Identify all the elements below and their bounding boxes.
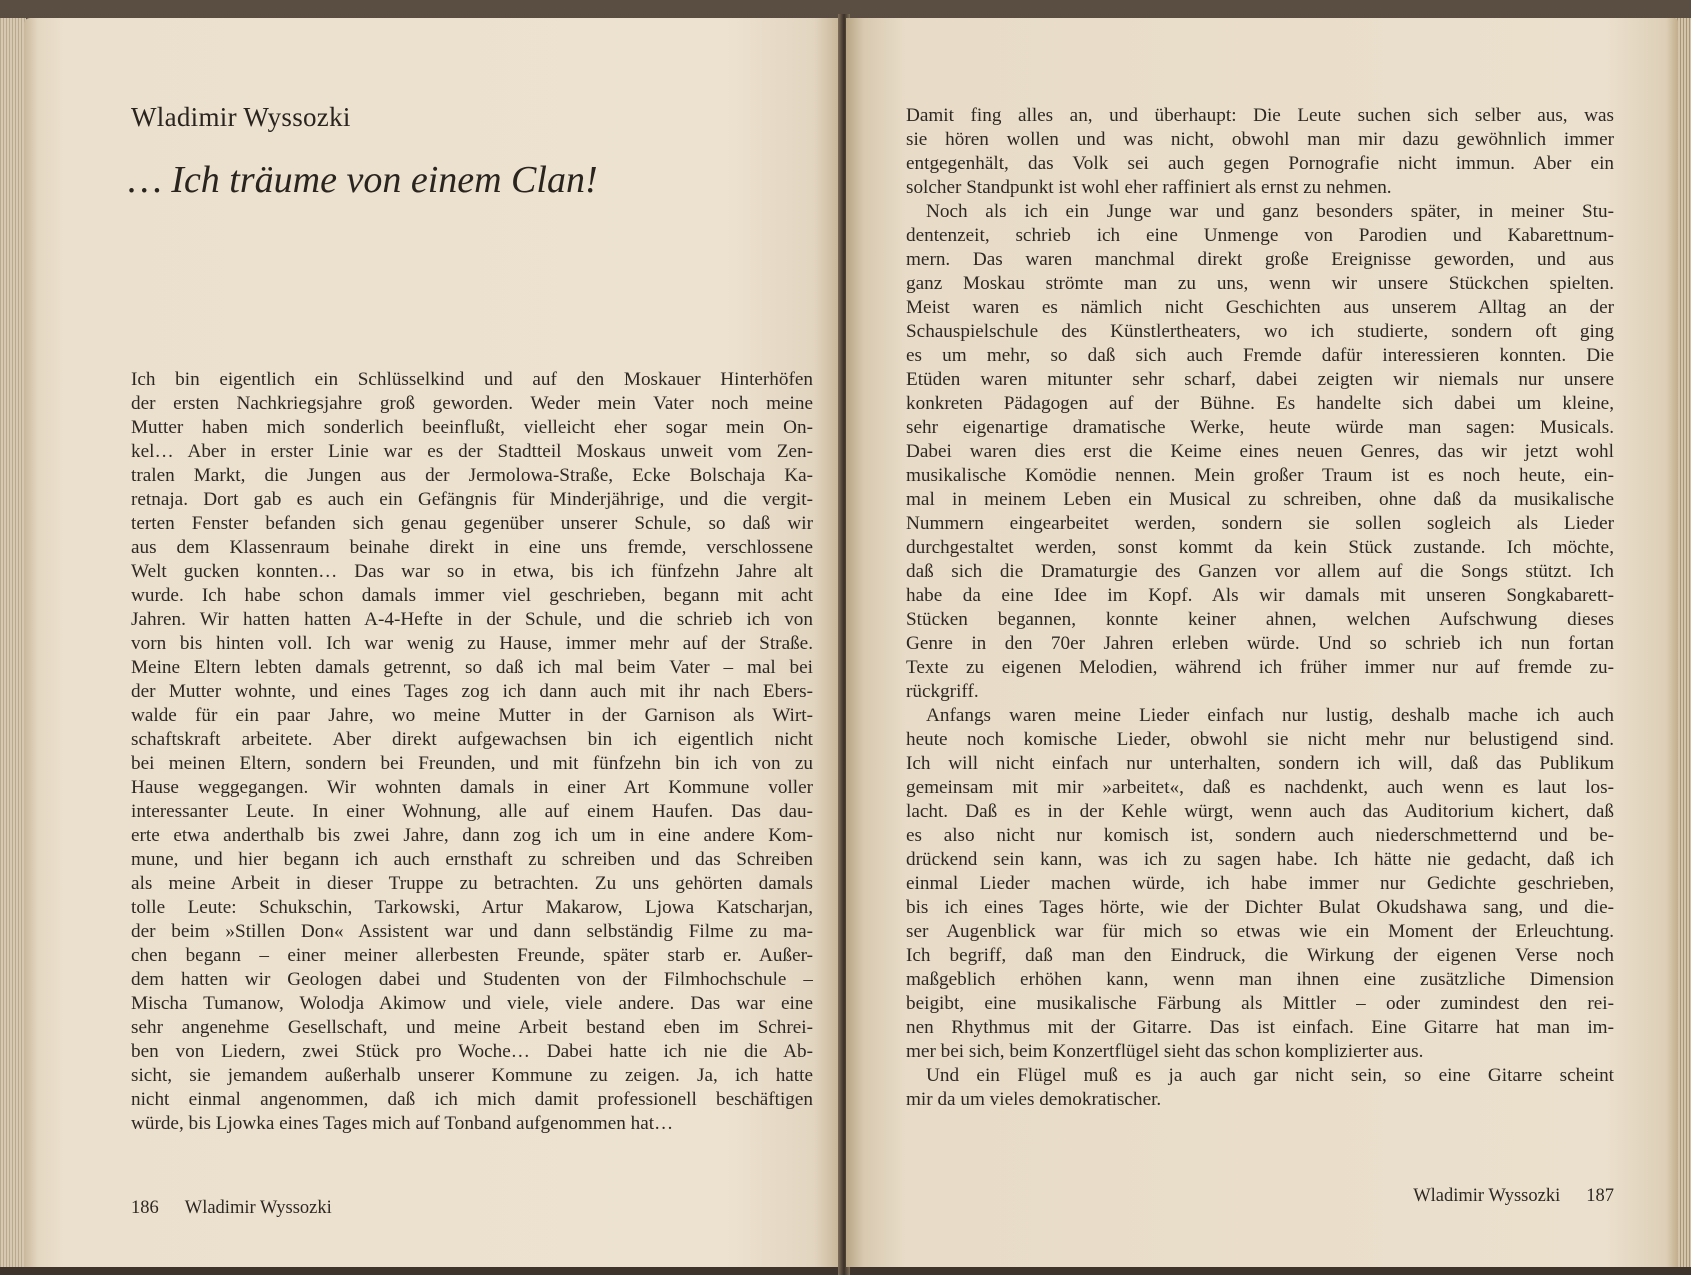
right-footer [1413, 1186, 1614, 1207]
text-line: mal in meinem Leben ein Musical zu schreiben, ohne daß da musikalische [906, 489, 1614, 510]
text-line: sie hören wollen und was nicht, obwohl man mir dazu gewöhnlich immer [906, 129, 1614, 150]
page-edges-left [0, 18, 26, 1267]
text-line: Anfangs waren meine Lieder einfach nur lustig, deshalb mache ich auch [926, 705, 1614, 726]
text-line: es also nicht nur komisch ist, sondern auch niederschmetternd und be- [906, 825, 1614, 846]
text-line: Schauspielschule des Künstlertheaters, wo ich studierte, sondern oft ging [906, 321, 1614, 342]
page-number-left: 186 [131, 1198, 159, 1218]
text-line: drückend sein kann, was ich zu sagen habe. Ich hätte nie gedacht, daß ich [906, 849, 1614, 870]
text-line: der Mutter wohnte, und eines Tages zog ich dann auch mit ihr nach Ebers- [131, 681, 813, 702]
text-line: Dabei waren dies erst die Keime eines neuen Genres, das wir jetzt wohl [906, 441, 1614, 462]
text-line: Genre in den 70er Jahren erleben würde. Und so schrieb ich nun fortan [906, 633, 1614, 654]
text-line: würde, bis Ljowka eines Tages mich auf Tonband aufgenommen hat… [131, 1113, 674, 1134]
text-line: Meine Eltern lebten damals getrennt, so daß ich mal beim Vater – mal bei [131, 657, 813, 678]
text-line: terten Fenster befanden sich genau gegenüber unserer Schule, so daß wir [131, 513, 813, 534]
text-line: sehr eigenartige dramatische Werke, heute würde man sagen: Musicals. [906, 417, 1614, 438]
text-line: erte etwa anderthalb bis zwei Jahre, dann zog ich um in eine andere Kom- [131, 825, 813, 846]
text-line: dentenzeit, schrieb ich eine Unmenge von Parodien und Kabarettnum- [906, 225, 1614, 246]
left-body-text [131, 368, 813, 1136]
text-line: sicht, sie jemandem außerhalb unserer Kommune zu zeigen. Ja, ich hatte [131, 1065, 813, 1086]
text-line: schaftskraft arbeitete. Aber direkt aufgewachsen bin ich eigentlich nicht [131, 729, 813, 750]
text-line: kel… Aber in erster Linie war es der Stadtteil Moskaus unweit vom Zen- [131, 441, 813, 462]
text-line: durchgestaltet werden, sonst kommt da kein Stück zustande. Ich möchte, [906, 537, 1614, 558]
running-head-left: Wladimir Wyssozki [184, 1198, 332, 1218]
page-number-right: 187 [1586, 1186, 1614, 1206]
text-line: Etüden waren mitunter sehr scharf, dabei zeigten wir niemals nur unsere [906, 369, 1614, 390]
text-line: Jahren. Wir hatten hatten A-4-Hefte in der Schule, und die schrieb ich von [131, 609, 813, 630]
text-line: aus dem Klassenraum beinahe direkt in eine uns fremde, verschlossene [131, 537, 813, 558]
text-line: Noch als ich ein Junge war und ganz besonders später, in meiner Stu- [926, 201, 1614, 222]
text-line: tolle Leute: Schukschin, Tarkowski, Artur Makarow, Ljowa Katscharjan, [131, 897, 813, 918]
text-line: als meine Arbeit in dieser Truppe zu betrachten. Zu uns gehörten damals [131, 873, 813, 894]
text-line: entgegenhält, das Volk sei auch gegen Pornografie nicht immun. Aber ein [906, 153, 1614, 174]
chapter-title: … Ich träume von einem Clan! [128, 159, 598, 201]
text-line: Hause weggegangen. Wir wohnten damals in einer Art Kommune voller [131, 777, 813, 798]
text-line: mern. Das waren manchmal direkt große Ereignisse geworden, und aus [906, 249, 1614, 270]
text-line: rückgriff. [906, 681, 979, 702]
text-line: interessanter Leute. In einer Wohnung, alle auf einem Haufen. Das dau- [131, 801, 813, 822]
text-line: Mischa Tumanow, Wolodja Akimow und viele, viele andere. Das war eine [131, 993, 813, 1014]
running-head-right: Wladimir Wyssozki [1413, 1186, 1561, 1206]
text-line: der beim »Stillen Don« Assistent war und dann selbständig Filme zu ma- [131, 921, 813, 942]
text-line: heute noch komische Lieder, obwohl sie nicht mehr nur belustigend sind. [906, 729, 1614, 750]
text-line: ganz Moskau strömte man zu uns, wenn wir unsere Stückchen spielten. [906, 273, 1614, 294]
text-line: mune, und hier begann ich auch ernsthaft zu schreiben und das Schreiben [131, 849, 813, 870]
text-line: Ich bin eigentlich ein Schlüsselkind und auf den Moskauer Hinterhöfen [131, 369, 813, 390]
text-line: bei meinen Eltern, sondern bei Freunden, und mit fünfzehn bin ich von zu [131, 753, 813, 774]
right-page [846, 18, 1678, 1267]
text-line: einmal Lieder machen würde, ich habe immer nur Gedichte geschrieben, [906, 873, 1614, 894]
text-line: Und ein Flügel muß es ja auch gar nicht sein, so eine Gitarre scheint [926, 1065, 1614, 1086]
text-line: daß sich die Dramaturgie des Ganzen vor allem auf die Songs stützt. Ich [906, 561, 1614, 582]
text-line: mer bei sich, beim Konzertflügel sieht das schon komplizierter aus. [906, 1041, 1424, 1062]
text-line: Texte zu eigenen Melodien, während ich früher immer nur auf fremde zu- [906, 657, 1614, 678]
text-line: sehr angenehme Gesellschaft, und meine Arbeit bestand eben im Schrei- [131, 1017, 813, 1038]
text-line: Meist waren es nämlich nicht Geschichten aus unserem Alltag an der [906, 297, 1614, 318]
text-line: es um mehr, so daß sich auch Fremde dafür interessieren konnten. Die [906, 345, 1614, 366]
text-line: konkreten Pädagogen auf der Bühne. Es handelte sich dabei um kleine, [906, 393, 1614, 414]
text-line: musikalische Komödie nennen. Mein großer Traum ist es noch heute, ein- [906, 465, 1614, 486]
text-line: gemeinsam mit mir »arbeitet«, daß es nachdenkt, auch wenn es laut los- [906, 777, 1614, 798]
text-line: Ich begriff, daß man den Eindruck, die Wirkung der eigenen Verse noch [906, 945, 1614, 966]
text-line: ser Augenblick war für mich so etwas wie ein Moment der Erleuchtung. [906, 921, 1614, 942]
text-line: solcher Standpunkt ist wohl eher raffiniert als ernst zu nehmen. [906, 177, 1392, 198]
text-line: beigibt, eine musikalische Färbung als Mittler – oder zumindest den rei- [906, 993, 1614, 1014]
text-line: habe da eine Idee im Kopf. Als wir damals mit unseren Songkabarett- [906, 585, 1614, 606]
text-line: wurde. Ich habe schon damals immer viel geschrieben, begann mit acht [131, 585, 813, 606]
right-body-text [906, 104, 1614, 1112]
text-line: nen Rhythmus mit der Gitarre. Das ist einfach. Eine Gitarre hat man im- [906, 1017, 1614, 1038]
text-line: bis ich eines Tages hörte, wie der Dichter Bulat Okudshawa sang, und die- [906, 897, 1614, 918]
text-line: der ersten Nachkriegsjahre groß geworden. Weder mein Vater noch meine [131, 393, 813, 414]
text-line: Nummern eingearbeitet werden, sondern sie sollen sogleich als Lieder [906, 513, 1614, 534]
text-line: Mutter haben mich sonderlich beeinflußt, vielleicht eher sogar mein On- [131, 417, 813, 438]
left-page [24, 18, 840, 1267]
text-line: Welt gucken konnten… Das war so in etwa, bis ich fünfzehn Jahre alt [131, 561, 813, 582]
left-footer [131, 1198, 332, 1219]
text-line: retnaja. Dort gab es auch ein Gefängnis für Minderjährige, und die vergit- [131, 489, 813, 510]
text-line: ben von Liedern, zwei Stück pro Woche… Dabei hatte ich nie die Ab- [131, 1041, 813, 1062]
chapter-author: Wladimir Wyssozki [131, 102, 351, 132]
text-line: Ich will nicht einfach nur unterhalten, sondern ich will, daß das Publikum [906, 753, 1614, 774]
text-line: nicht einmal angenommen, daß ich mich damit professionell beschäftigen [131, 1089, 813, 1110]
text-line: walde für ein paar Jahre, wo meine Mutter in der Garnison als Wirt- [131, 705, 813, 726]
text-line: dem hatten wir Geologen dabei und Studenten von der Filmhochschule – [131, 969, 813, 990]
text-line: chen begann – einer meiner allerbesten Freunde, später starb er. Außer- [131, 945, 813, 966]
text-line: vorn bis hinten voll. Ich war wenig zu Hause, immer mehr auf der Straße. [131, 633, 813, 654]
text-line: tralen Markt, die Jungen aus der Jermolowa-Straße, Ecke Bolschaja Ka- [131, 465, 813, 486]
text-line: maßgeblich erhöhen kann, wenn man ihnen eine zusätzliche Dimension [906, 969, 1614, 990]
text-line: Damit fing alles an, und überhaupt: Die Leute suchen sich selber aus, was [906, 105, 1614, 126]
text-line: mir da um vieles demokratischer. [906, 1089, 1162, 1110]
text-line: lacht. Daß es in der Kehle würgt, wenn auch das Auditorium kichert, daß [906, 801, 1614, 822]
text-line: Stücken begannen, konnte keiner ahnen, welchen Aufschwung dieses [906, 609, 1614, 630]
